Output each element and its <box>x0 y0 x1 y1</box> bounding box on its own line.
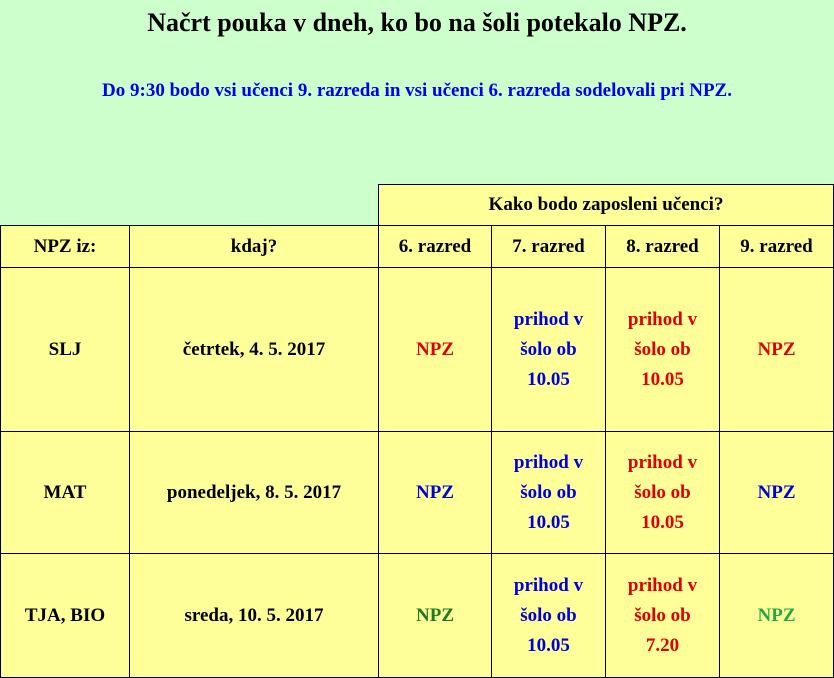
subject-cell: SLJ <box>1 268 130 432</box>
date-cell: ponedeljek, 8. 5. 2017 <box>130 432 379 554</box>
column-header-row <box>1 226 834 268</box>
arrival-line-1: prihod v <box>513 451 584 473</box>
header-grade-8: 8. razred <box>606 226 720 268</box>
header-grade-7: 7. razred <box>492 226 606 268</box>
header-subject: NPZ iz: <box>1 226 130 268</box>
page-subtitle: Do 9:30 bodo vsi učenci 9. razreda in vsi učenci 6. razreda sodelovali pri NPZ. <box>102 80 732 101</box>
arrival-time: 10.05 <box>527 511 570 533</box>
arrival-line-2: šolo ob <box>520 481 577 503</box>
grade-7-cell <box>492 432 606 554</box>
arrival-time: 10.05 <box>527 634 570 656</box>
empty-corner <box>1 185 379 226</box>
arrival-time: 10.05 <box>641 511 684 533</box>
header-grade-6: 6. razred <box>379 226 492 268</box>
arrival-line-2: šolo ob <box>634 338 691 360</box>
grade-9-cell: NPZ <box>720 554 834 678</box>
arrival-time: 10.05 <box>641 368 684 390</box>
grade-6-cell: NPZ <box>379 268 492 432</box>
header-grade-9: 9. razred <box>720 226 834 268</box>
arrival-line-2: šolo ob <box>520 604 577 626</box>
subject-cell: TJA, BIO <box>1 554 130 678</box>
arrival-line-2: šolo ob <box>520 338 577 360</box>
grade-9-cell: NPZ <box>720 432 834 554</box>
arrival-time: 7.20 <box>645 634 680 656</box>
arrival-line-1: prihod v <box>627 308 698 330</box>
arrival-line-1: prihod v <box>627 574 698 596</box>
header-date: kdaj? <box>130 226 379 268</box>
subject-cell: MAT <box>1 432 130 554</box>
arrival-line-2: šolo ob <box>634 481 691 503</box>
page-title: Načrt pouka v dneh, ko bo na šoli potekalo NPZ. <box>147 8 687 37</box>
grade-6-cell: NPZ <box>379 432 492 554</box>
grade-7-cell <box>492 554 606 678</box>
grade-9-cell: NPZ <box>720 268 834 432</box>
grade-8-cell <box>606 432 720 554</box>
table-row <box>1 268 834 432</box>
arrival-time: 10.05 <box>527 368 570 390</box>
group-header: Kako bodo zaposleni učenci? <box>379 185 834 226</box>
grade-8-cell <box>606 268 720 432</box>
group-header-row <box>1 185 834 226</box>
date-cell: sreda, 10. 5. 2017 <box>130 554 379 678</box>
arrival-line-1: prihod v <box>627 451 698 473</box>
arrival-line-2: šolo ob <box>634 604 691 626</box>
arrival-line-1: prihod v <box>513 574 584 596</box>
arrival-line-1: prihod v <box>513 308 584 330</box>
grade-6-cell: NPZ <box>379 554 492 678</box>
table-row <box>1 432 834 554</box>
date-cell: četrtek, 4. 5. 2017 <box>130 268 379 432</box>
schedule-table <box>0 184 834 678</box>
table-row <box>1 554 834 678</box>
grade-8-cell <box>606 554 720 678</box>
grade-7-cell <box>492 268 606 432</box>
